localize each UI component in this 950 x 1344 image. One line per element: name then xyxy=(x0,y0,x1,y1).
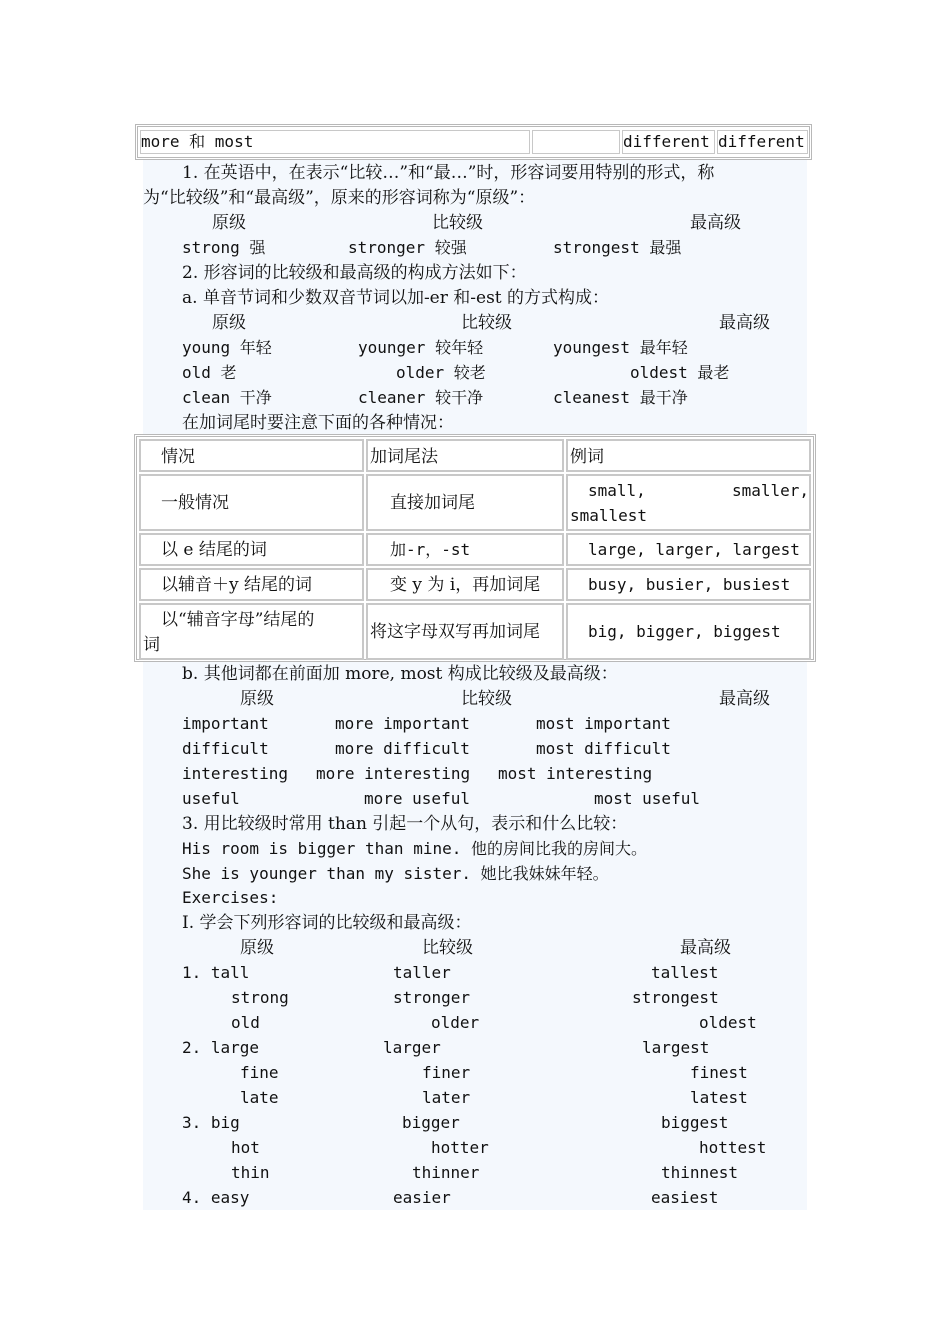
exercise-word: tallest xyxy=(651,963,719,982)
column-header: 比较级 xyxy=(461,313,512,333)
example-word: most interesting xyxy=(498,764,653,783)
example-text: smaller, xyxy=(731,481,809,500)
table-row-method xyxy=(366,474,564,531)
case-text: 一般情况 xyxy=(161,493,229,513)
example-text: large, larger, largest xyxy=(588,540,800,559)
column-header: 原级 xyxy=(212,313,246,333)
table-row-case xyxy=(139,603,364,660)
intro-line: 1. 在英语中，在表示“比较…”和“最…”时，形容词要用特别的形式，称 xyxy=(182,163,715,183)
example-word: interesting xyxy=(182,764,288,783)
column-header: 原级 xyxy=(240,938,274,958)
top-cell-text: different xyxy=(718,132,805,151)
example-sentence: She is younger than my sister. 她比我妹妹年轻。 xyxy=(182,864,609,883)
example-text: busy, busier, busiest xyxy=(588,575,791,594)
exercise-word: largest xyxy=(642,1038,710,1057)
table-row-case xyxy=(139,568,364,601)
example-word: cleaner 较干净 xyxy=(358,388,484,407)
exercise-word: thinner xyxy=(412,1163,480,1182)
exercise-word: 4. easy xyxy=(182,1188,250,1207)
table-row-method xyxy=(366,568,564,601)
example-word: more interesting xyxy=(316,764,471,783)
column-header: 原级 xyxy=(240,689,274,709)
column-header: 最高级 xyxy=(719,689,770,709)
method-text: 将这字母双写再加词尾 xyxy=(370,622,540,642)
table-row-method xyxy=(366,533,564,566)
exercise-word: easiest xyxy=(651,1188,719,1207)
section-subtitle: b. 其他词都在前面加 more, most 构成比较级及最高级： xyxy=(182,664,618,684)
case-text: 词 xyxy=(143,635,160,655)
exercise-word: old xyxy=(231,1013,260,1032)
rules-table xyxy=(134,434,816,662)
example-word: most important xyxy=(536,714,671,733)
example-word: more difficult xyxy=(335,739,470,758)
section-subtitle: a. 单音节词和少数双音节词以加-er 和-est 的方式构成： xyxy=(182,288,610,308)
exercise-word: finest xyxy=(690,1063,748,1082)
table-row-example xyxy=(566,474,811,531)
table-row-example xyxy=(566,603,811,660)
example-word: cleanest 最干净 xyxy=(553,388,688,407)
table-header-cell xyxy=(139,439,364,472)
top-table-cell xyxy=(622,130,715,154)
top-table-cell xyxy=(140,130,530,154)
exercises-label: Exercises: xyxy=(182,888,279,907)
example-text: smallest xyxy=(570,506,648,525)
table-row-case xyxy=(139,533,364,566)
table-row-example xyxy=(566,568,811,601)
exercise-word: later xyxy=(422,1088,471,1107)
exercise-word: stronger xyxy=(393,988,471,1007)
exercise-word: bigger xyxy=(402,1113,460,1132)
section-title: 3. 用比较级时常用 than 引起一个从句，表示和什么比较： xyxy=(182,814,628,834)
exercise-word: hotter xyxy=(431,1138,489,1157)
case-text: 以“辅音字母”结尾的 xyxy=(161,610,315,630)
exercise-word: larger xyxy=(383,1038,441,1057)
table-row-method xyxy=(366,603,564,660)
method-text: 加-r，-st xyxy=(390,540,471,559)
header-text: 情况 xyxy=(161,447,195,467)
case-text: 以辅音＋y 结尾的词 xyxy=(161,575,313,595)
exercise-word: 2. large xyxy=(182,1038,260,1057)
exercise-word: thin xyxy=(231,1163,270,1182)
exercise-title: I. 学会下列形容词的比较级和最高级： xyxy=(182,913,472,933)
method-text: 变 y 为 i，再加词尾 xyxy=(390,575,541,595)
case-text: 以 e 结尾的词 xyxy=(161,540,267,560)
exercise-word: thinnest xyxy=(661,1163,739,1182)
example-word: stronger 较强 xyxy=(348,238,467,257)
column-header: 最高级 xyxy=(680,938,731,958)
table-row-example xyxy=(566,533,811,566)
table-header-cell xyxy=(566,439,811,472)
example-word: strong 强 xyxy=(182,238,266,257)
example-word: more important xyxy=(335,714,470,733)
exercise-word: taller xyxy=(393,963,451,982)
example-word: oldest 最老 xyxy=(630,363,730,382)
example-word: most difficult xyxy=(536,739,671,758)
column-header: 最高级 xyxy=(719,313,770,333)
example-word: young 年轻 xyxy=(182,338,272,357)
intro-line: 为“比较级”和“最高级”，原来的形容词称为“原级”： xyxy=(143,188,536,208)
exercise-word: easier xyxy=(393,1188,451,1207)
exercise-word: strong xyxy=(231,988,289,1007)
example-text: small, xyxy=(588,481,646,500)
top-table-cell xyxy=(717,130,808,154)
example-word: important xyxy=(182,714,269,733)
example-sentence: His room is bigger than mine. 他的房间比我的房间大。 xyxy=(182,839,647,858)
example-text: big, bigger, biggest xyxy=(588,622,781,641)
example-word: strongest 最强 xyxy=(553,238,682,257)
top-cell-text: more 和 most xyxy=(141,132,254,151)
exercise-word: strongest xyxy=(632,988,719,1007)
exercise-word: older xyxy=(431,1013,480,1032)
example-word: old 老 xyxy=(182,363,237,382)
column-header: 原级 xyxy=(212,213,246,233)
exercise-word: late xyxy=(240,1088,279,1107)
exercise-word: finer xyxy=(422,1063,471,1082)
example-word: most useful xyxy=(594,789,700,808)
section-title: 2. 形容词的比较级和最高级的构成方法如下： xyxy=(182,263,527,283)
exercise-word: 3. big xyxy=(182,1113,240,1132)
column-header: 最高级 xyxy=(690,213,741,233)
table-row-case xyxy=(139,474,364,531)
exercise-word: oldest xyxy=(699,1013,757,1032)
example-word: older 较老 xyxy=(396,363,486,382)
exercise-word: fine xyxy=(240,1063,279,1082)
method-text: 直接加词尾 xyxy=(390,493,475,513)
example-word: clean 干净 xyxy=(182,388,272,407)
exercise-word: 1. tall xyxy=(182,963,250,982)
column-header: 比较级 xyxy=(432,213,483,233)
exercise-word: hot xyxy=(231,1138,260,1157)
header-text: 例词 xyxy=(570,447,604,467)
example-word: difficult xyxy=(182,739,269,758)
note-text: 在加词尾时要注意下面的各种情况： xyxy=(182,413,454,433)
exercise-word: latest xyxy=(690,1088,748,1107)
example-word: younger 较年轻 xyxy=(358,338,484,357)
exercise-word: biggest xyxy=(661,1113,729,1132)
column-header: 比较级 xyxy=(461,689,512,709)
top-table-cell xyxy=(532,130,620,154)
column-header: 比较级 xyxy=(422,938,473,958)
header-text: 加词尾法 xyxy=(370,447,438,467)
table-header-cell xyxy=(366,439,564,472)
example-word: youngest 最年轻 xyxy=(553,338,688,357)
example-word: more useful xyxy=(364,789,470,808)
top-cell-text: different xyxy=(623,132,710,151)
example-word: useful xyxy=(182,789,240,808)
top-table xyxy=(135,124,812,160)
exercise-word: hottest xyxy=(699,1138,767,1157)
